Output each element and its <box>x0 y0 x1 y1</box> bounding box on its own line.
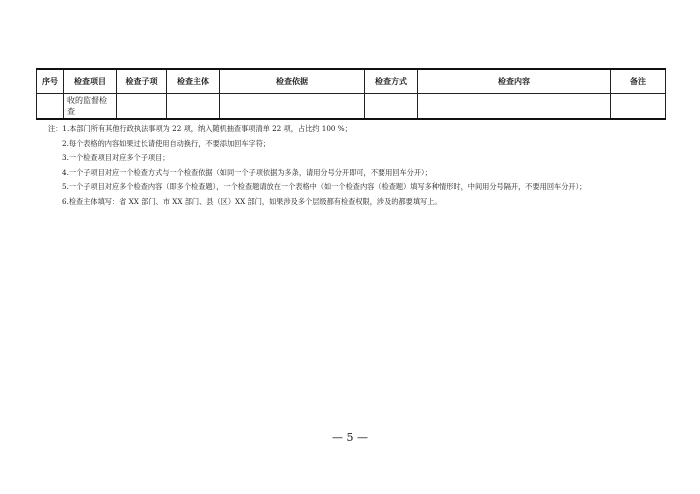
header-cell-inspection-method: 检查方式 <box>365 69 418 93</box>
table-cell <box>167 93 220 119</box>
inspection-table <box>36 68 666 120</box>
table-cell <box>117 93 167 119</box>
header-cell-inspection-item: 检查项目 <box>64 69 117 93</box>
note-line-5: 5.一个子项目对应多个检查内容（即多个检查题），一个检查题请放在一个表格中（如一个检查内容（检查题）填写多种情形时，中间用分号隔开，不要用回车分开）； <box>62 182 587 191</box>
table-row <box>37 93 666 119</box>
note-line-1: 注：1.本部门所有其他行政执法事项为 22 项，纳入随机抽查事项清单 22 项，占比约 100 %； <box>48 124 352 133</box>
table-cell <box>37 93 64 119</box>
header-cell-index: 序号 <box>37 69 64 93</box>
page-number: — 5 — <box>332 431 368 444</box>
table-header-row <box>37 69 666 93</box>
header-cell-inspection-basis: 检查依据 <box>220 69 365 93</box>
note-line-2: 2.每个表格的内容如果过长请使用自动换行，不要添加回车字符； <box>62 139 271 148</box>
note-line-4: 4.一个子项目对应一个检查方式与一个检查依据（如同一个子项依据为多条，请用分号分开即可，不要用回车分开）； <box>62 168 432 177</box>
table-cell <box>365 93 418 119</box>
header-cell-inspection-content: 检查内容 <box>418 69 611 93</box>
header-cell-sub-item: 检查子项 <box>117 69 167 93</box>
table-cell <box>220 93 365 119</box>
table-cell <box>611 93 666 119</box>
note-line-3: 3.一个检查项目对应多个子项目； <box>62 153 170 162</box>
table-cell: 收的监督检查 <box>64 93 117 119</box>
table-cell <box>418 93 611 119</box>
header-cell-remarks: 备注 <box>611 69 666 93</box>
header-cell-inspection-subject: 检查主体 <box>167 69 220 93</box>
note-line-6: 6.检查主体填写：省 XX 部门、市 XX 部门、县（区）XX 部门，如果涉及多个层级都有检查权限，涉及的都要填写上。 <box>62 197 442 206</box>
